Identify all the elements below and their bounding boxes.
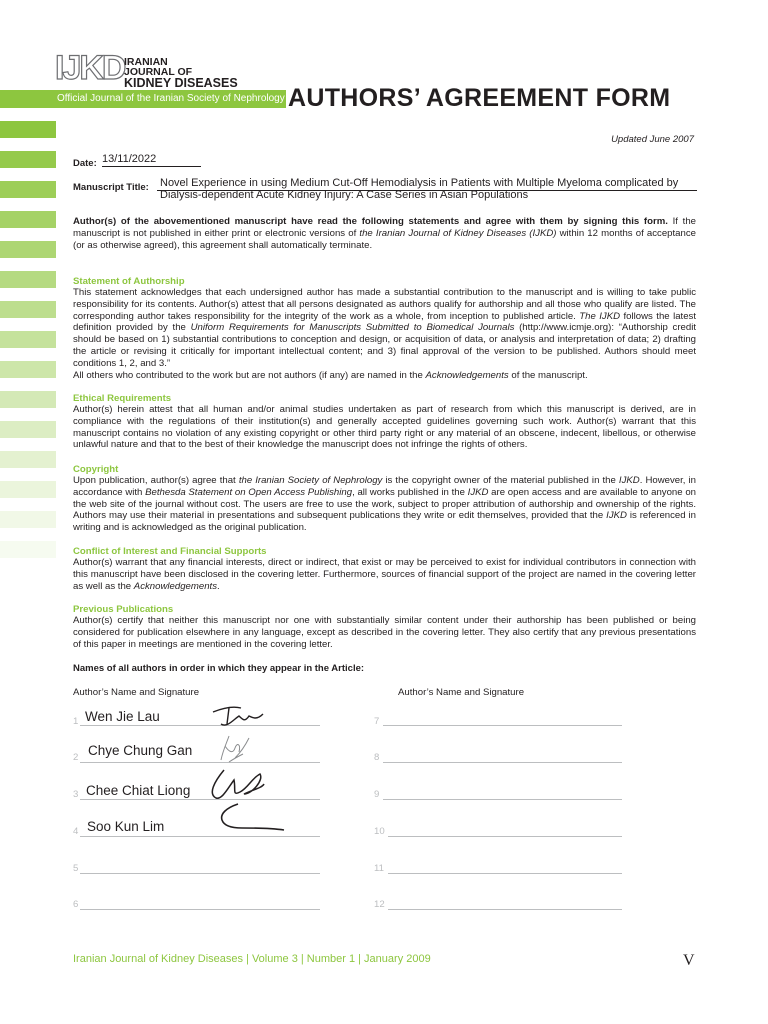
signature-line xyxy=(80,836,320,837)
stripe xyxy=(0,271,56,288)
authorship-text: All others who contributed to the work but are not authors (if any) are named in the xyxy=(73,369,426,381)
names-heading: Names of all authors in order in which they appear in the Article: xyxy=(73,663,365,674)
manuscript-title-line-2[interactable]: Dialysis-dependent Acute Kidney Injury: A Case Series in Asian Populations xyxy=(160,189,529,201)
row-number: 4 xyxy=(73,826,79,837)
row-number: 6 xyxy=(73,899,79,910)
date-label: Date: xyxy=(73,158,97,169)
authorship-text: of the manuscript. xyxy=(508,369,588,381)
updated-date: Updated June 2007 xyxy=(611,134,694,145)
stripe xyxy=(0,391,56,408)
copyright-italic: IJKD xyxy=(606,510,627,522)
row-number: 11 xyxy=(374,863,384,874)
logo-line-1: IRANIAN xyxy=(124,56,168,68)
signature-line[interactable] xyxy=(383,762,622,763)
authorship-italic: Acknowledgements xyxy=(425,369,509,381)
copyright-text: are open access and are available to anyone on the web site of the journal without cost. The users are free to use the work, subject to proper attribution of authorship and ownership of the rights. Authors may use their material in presentations and subsequent publications they write or edit themselves, provided that the xyxy=(73,486,697,522)
row-number: 8 xyxy=(374,752,380,763)
signature-header-left: Author’s Name and Signature xyxy=(73,687,200,698)
stripe xyxy=(0,541,56,558)
copyright-paragraph xyxy=(73,475,696,534)
logo-line-2: JOURNAL OF xyxy=(124,66,193,78)
signature-line[interactable] xyxy=(388,836,622,837)
copyright-italic: the Iranian Society of Nephrology xyxy=(238,475,383,486)
journal-logo-mark: IJKD xyxy=(55,49,125,87)
stripe xyxy=(0,121,56,138)
stripe xyxy=(0,511,56,528)
intro-text: within 12 months of acceptance (or as otherwise agreed), this agreement shall automatically terminate. xyxy=(73,227,696,251)
copyright-text: Upon publication, author(s) agree that xyxy=(73,475,239,486)
signature-line[interactable] xyxy=(80,909,320,910)
authorship-text: This statement acknowledges that each undersigned author has made a substantial contribution to the manuscript and is willing to take public responsibility for its contents. Author(s) attest that all persons designated as authors qualify for authorship and all those who qualify are listed. The corresponding author takes responsibility for the integrity of the work as a whole, from inception to published article. xyxy=(73,287,696,322)
official-journal-text: Official Journal of the Iranian Society of Nephrology xyxy=(57,93,285,104)
form-title: AUTHORS’ AGREEMENT FORM xyxy=(288,84,671,112)
signature-line xyxy=(80,762,320,763)
author-name[interactable]: Chye Chung Gan xyxy=(88,743,193,758)
signature-line[interactable] xyxy=(388,873,622,874)
authorship-text: follows the latest definition provided by the xyxy=(73,310,696,334)
section-heading-ethical: Ethical Requirements xyxy=(73,393,172,404)
copyright-text: . However, in accordance with xyxy=(73,475,696,498)
signature-line[interactable] xyxy=(383,725,622,726)
logo-line-3: KIDNEY DISEASES xyxy=(124,76,238,90)
row-number: 12 xyxy=(374,899,385,910)
stripe xyxy=(0,481,56,498)
author-name[interactable]: Wen Jie Lau xyxy=(85,709,160,724)
conflict-italic: Acknowledgements xyxy=(133,580,217,592)
row-number: 10 xyxy=(374,826,385,837)
stripe xyxy=(0,241,56,258)
row-number: 5 xyxy=(73,863,79,874)
signature-line xyxy=(80,725,320,726)
row-number: 2 xyxy=(73,752,79,763)
copyright-text: , all works published in the xyxy=(352,486,468,498)
stripe xyxy=(0,361,56,378)
author-name[interactable]: Soo Kun Lim xyxy=(87,819,165,834)
intro-text: If the manuscript is not published in either print or electronic versions of xyxy=(73,216,696,239)
section-heading-previous: Previous Publications xyxy=(73,604,174,615)
conflict-paragraph xyxy=(73,557,696,592)
journal-footer: Iranian Journal of Kidney Diseases | Volume 3 | Number 1 | January 2009 xyxy=(73,953,431,965)
stripe xyxy=(0,451,56,468)
row-number: 3 xyxy=(73,789,79,800)
stripe xyxy=(0,211,56,228)
stripe xyxy=(0,151,56,168)
section-heading-copyright: Copyright xyxy=(73,464,119,475)
copyright-italic: IJKD xyxy=(467,486,489,498)
ethical-paragraph: Author(s) herein attest that all human and/or animal studies undertaken as part of research from which this manuscript is derived, are in compliance with the regulations of their institution(s) and generally accepted guidelines governing such work. Author(s) warrant that this manuscript contains no violation of any existing copyright or other third party right or any material of an obscene, indecent, libellous, or otherwise unlawful nature and that to the best of their knowledge the manuscript does not infringe the rights of others. xyxy=(73,404,696,451)
authorship-text: (http://www.icmje.org): “Authorship credit should be based on 1) substantial contributions to conception and design, or acquisition of data, or analysis and interpretation of data; 2) drafting the article or revising it critically for important intellectual content; and 3) final approval of the version to be published. Authors should meet conditions 1, 2, and 3.” xyxy=(73,322,696,369)
intro-paragraph xyxy=(73,216,696,251)
handwritten-signature xyxy=(204,764,266,802)
signature-line[interactable] xyxy=(383,799,622,800)
copyright-italic: IJKD xyxy=(618,475,640,486)
row-number: 7 xyxy=(374,716,380,727)
stripe xyxy=(0,181,56,198)
copyright-text: is referenced in writing and is acknowledged as the original publication. xyxy=(73,510,696,534)
copyright-text: is the copyright owner of the material published in the xyxy=(382,475,619,486)
date-underline xyxy=(102,166,201,167)
date-value[interactable]: 13/11/2022 xyxy=(102,153,157,165)
stripe xyxy=(0,331,56,348)
conflict-text: . xyxy=(217,580,220,592)
stripe xyxy=(0,301,56,318)
previous-paragraph: Author(s) certify that neither this manuscript nor one with substantially similar content under their authorship has been published or being considered for publication elsewhere in any language, except as described in the covering letter. They also certify that any previous presentations of this paper in meetings are mentioned in the covering letter. xyxy=(73,615,696,650)
row-number: 9 xyxy=(374,789,380,800)
authorship-italic: The IJKD xyxy=(579,310,621,322)
conflict-text: Author(s) warrant that any financial interests, direct or indirect, that exist or may be perceived to exist for individual contributors in connection with this manuscript have been disclosed in the covering letter. Furthermore, sources of financial support of the project are named in the covering letter as well as the xyxy=(73,557,696,592)
stripe xyxy=(0,421,56,438)
intro-bold: Author(s) of the abovementioned manuscript have read the following statements and agree with them by signing this form. xyxy=(73,216,668,227)
handwritten-signature xyxy=(215,732,255,766)
manuscript-title-label: Manuscript Title: xyxy=(73,182,149,193)
signature-header-right: Author’s Name and Signature xyxy=(398,687,525,698)
signature-line[interactable] xyxy=(388,909,622,910)
handwritten-signature xyxy=(205,698,269,730)
author-name[interactable]: Chee Chiat Liong xyxy=(86,783,191,798)
row-number: 1 xyxy=(73,716,79,727)
section-heading-conflict: Conflict of Interest and Financial Supports xyxy=(73,546,267,557)
copyright-italic: Bethesda Statement on Open Access Publishing xyxy=(145,486,353,498)
authorship-paragraph xyxy=(73,287,696,381)
handwritten-signature xyxy=(212,800,288,834)
intro-journal-name: the Iranian Journal of Kidney Diseases (IJKD) xyxy=(359,227,557,239)
manuscript-title-line-1[interactable]: Novel Experience in using Medium Cut-Off Hemodialysis in Patients with Multiple Myeloma complicated by xyxy=(160,177,679,189)
page-number: V xyxy=(683,952,695,969)
authorship-italic: Uniform Requirements for Manuscripts Submitted to Biomedical Journals xyxy=(190,322,515,334)
section-heading-authorship: Statement of Authorship xyxy=(73,276,185,287)
signature-line[interactable] xyxy=(80,873,320,874)
